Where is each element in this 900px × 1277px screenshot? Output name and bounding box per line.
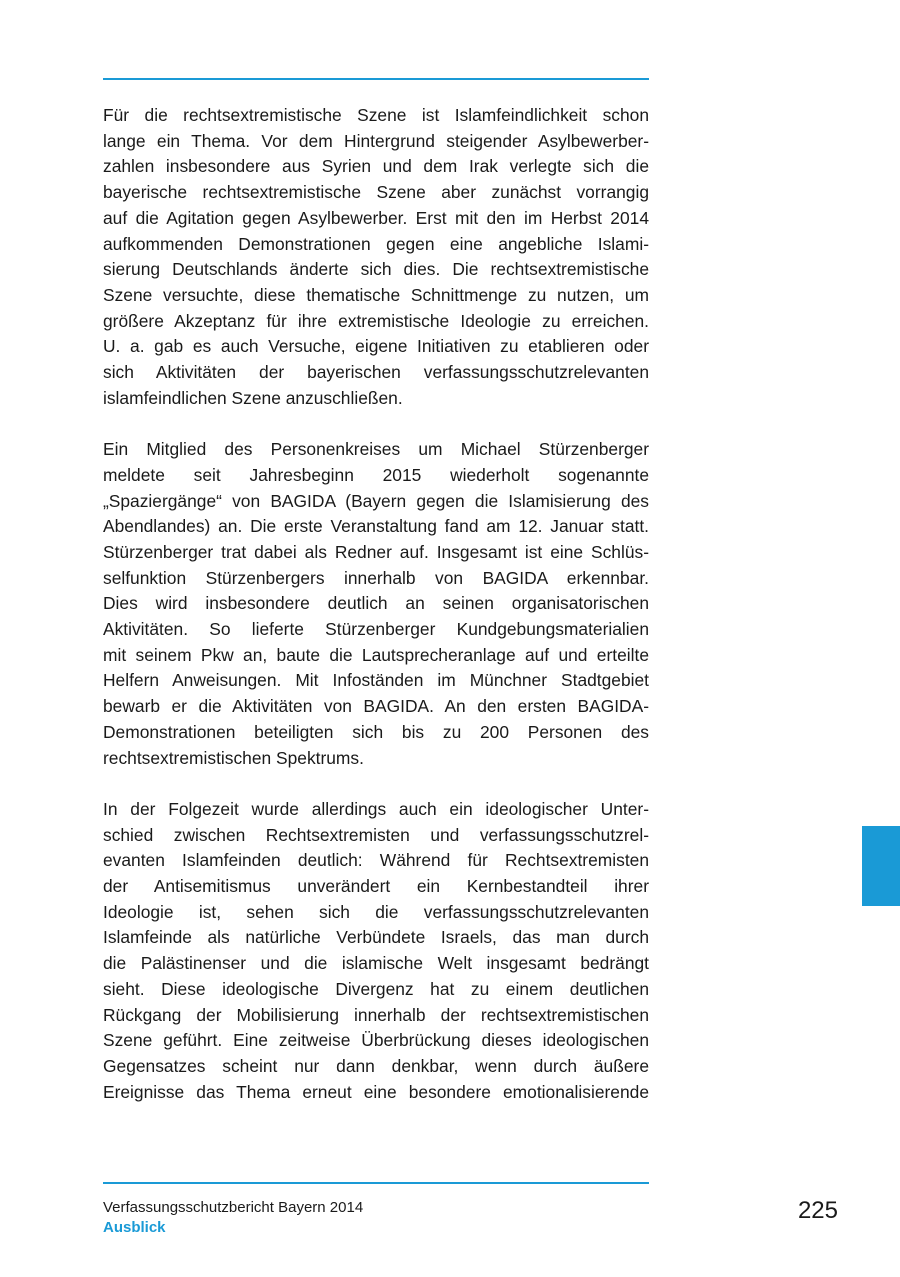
text-line: U. a. gab es auch Versuche, eigene Initiativen zu etablieren oder	[103, 336, 649, 357]
body-text	[103, 103, 649, 1131]
paragraph-1	[103, 103, 649, 411]
text-line: die Palästinenser und die islamische Welt insgesamt bedrängt	[103, 953, 649, 974]
text-line: größere Akzeptanz für ihre extremistische Ideologie zu erreichen.	[103, 310, 649, 331]
text-line: Stürzenberger trat dabei als Redner auf. Insgesamt ist eine Schlüs-	[103, 541, 649, 562]
text-line: sieht. Diese ideologische Divergenz hat zu einem deutlichen	[103, 978, 649, 999]
text-line: meldete seit Jahresbeginn 2015 wiederholt sogenannte	[103, 464, 649, 485]
text-line: Ein Mitglied des Personenkreises um Michael Stürzenberger	[103, 439, 649, 460]
text-line: Rückgang der Mobilisierung innerhalb der rechtsextremistischen	[103, 1004, 649, 1025]
text-line: Szene versuchte, diese thematische Schnittmenge zu nutzen, um	[103, 284, 649, 305]
header-rule	[103, 78, 649, 80]
text-line: rechtsextremistischen Spektrums.	[103, 747, 364, 768]
text-line: sich Aktivitäten der bayerischen verfassungsschutzrelevanten	[103, 362, 649, 383]
text-line: Abendlandes) an. Die erste Veranstaltung fand am 12. Januar statt.	[103, 516, 649, 537]
page-number: 225	[797, 1197, 838, 1224]
text-line: Ideologie ist, sehen sich die verfassungsschutzrelevanten	[103, 901, 649, 922]
text-line: der Antisemitismus unverändert ein Kernbestandteil ihrer	[103, 876, 649, 897]
text-line: „Spaziergänge“ von BAGIDA (Bayern gegen die Islamisierung des	[103, 490, 649, 511]
chapter-tab-marker	[862, 826, 900, 906]
text-line: sierung Deutschlands änderte sich dies. Die rechtsextremistische	[103, 259, 649, 280]
paragraph-3	[103, 797, 649, 1105]
text-line: islamfeindlichen Szene anzuschließen.	[103, 387, 403, 408]
text-line: Für die rechtsextremistische Szene ist Islamfeindlichkeit schon	[103, 105, 649, 125]
footer-report-title: Verfassungsschutzbericht Bayern 2014	[103, 1199, 364, 1216]
paragraph-2	[103, 437, 649, 771]
text-line: Helfern Anweisungen. Mit Infoständen im Münchner Stadtgebiet	[103, 670, 649, 691]
text-line: In der Folgezeit wurde allerdings auch ein ideologischer Unter-	[103, 798, 649, 819]
text-line: schied zwischen Rechtsextremisten und verfassungsschutzrel-	[103, 824, 649, 845]
footer-section-name: Ausblick	[103, 1219, 166, 1236]
text-line: auf die Agitation gegen Asylbewerber. Erst mit den im Herbst 2014	[103, 207, 649, 228]
text-line: Demonstrationen beteiligten sich bis zu 200 Personen des	[103, 721, 649, 742]
text-line: Ereignisse das Thema erneut eine besondere emotionalisierende	[103, 1081, 649, 1102]
text-line: selfunktion Stürzenbergers innerhalb von BAGIDA erkennbar.	[103, 567, 649, 588]
text-line: aufkommenden Demonstrationen gegen eine angebliche Islami-	[103, 233, 649, 254]
text-line: lange ein Thema. Vor dem Hintergrund steigender Asylbewerber-	[103, 130, 649, 151]
text-line: bewarb er die Aktivitäten von BAGIDA. An den ersten BAGIDA-	[103, 696, 649, 717]
text-line: zahlen insbesondere aus Syrien und dem Irak verlegte sich die	[103, 156, 649, 177]
text-line: bayerische rechtsextremistische Szene aber zunächst vorrangig	[103, 182, 649, 203]
text-line: mit seinem Pkw an, baute die Lautsprecheranlage auf und erteilte	[103, 644, 649, 665]
footer-rule	[103, 1182, 649, 1184]
text-line: evanten Islamfeinden deutlich: Während für Rechtsextremisten	[103, 850, 649, 871]
text-line: Dies wird insbesondere deutlich an seinen organisatorischen	[103, 593, 649, 614]
text-line: Islamfeinde als natürliche Verbündete Israels, das man durch	[103, 927, 649, 948]
text-line: Szene geführt. Eine zeitweise Überbrückung dieses ideologischen	[103, 1030, 649, 1051]
text-line: Gegensatzes scheint nur dann denkbar, wenn durch äußere	[103, 1055, 649, 1076]
text-line: Aktivitäten. So lieferte Stürzenberger Kundgebungsmaterialien	[103, 619, 649, 640]
